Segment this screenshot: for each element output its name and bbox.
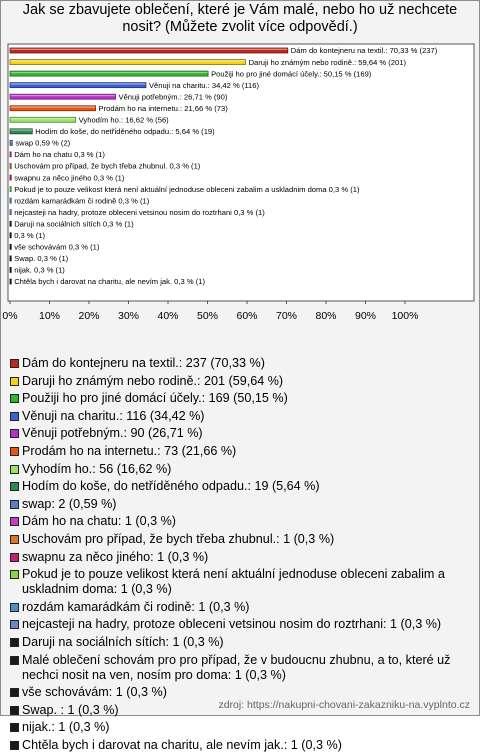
- bar-highlight: [11, 141, 12, 142]
- legend-label: Hodím do koše, do netříděného odpadu.: 19 (5,64 %): [22, 479, 320, 493]
- x-tick-label: 80%: [315, 310, 336, 322]
- legend-swatch: [10, 500, 19, 509]
- legend-swatch: [10, 553, 19, 562]
- bar-label: 0,3 % (1): [14, 231, 45, 240]
- legend-swatch: [10, 656, 19, 665]
- legend-label: Daruji na sociálních sítích: 1 (0,3 %): [22, 635, 224, 649]
- legend-item: [10, 738, 476, 753]
- bar-highlight: [11, 72, 208, 73]
- legend-label: Chtěla bych i darovat na charitu, ale nevím jak.: 1 (0,3 %): [22, 738, 342, 752]
- legend-item: [10, 600, 476, 615]
- legend-item: [10, 462, 476, 477]
- legend-label: Daruji ho známým nebo rodině.: 201 (59,64 %): [22, 374, 283, 388]
- legend-swatch: [10, 429, 19, 438]
- legend-swatch: [10, 570, 19, 579]
- ticks-layer: [2, 301, 418, 322]
- legend-label: rozdám kamarádkám či rodině: 1 (0,3 %): [22, 600, 249, 614]
- bar-label: Swap. 0,3 % (1): [14, 254, 68, 263]
- legend-item: [10, 532, 476, 547]
- bar-highlight: [11, 83, 146, 84]
- legend-item: [10, 514, 476, 529]
- bar-label: Věnuji na charitu.: 34,42 % (116): [149, 81, 260, 90]
- legend-swatch: [10, 706, 19, 715]
- x-tick-label: 100%: [392, 310, 419, 322]
- legend-item: [10, 567, 476, 597]
- x-tick-label: 30%: [118, 310, 139, 322]
- x-tick-label: 0%: [2, 310, 17, 322]
- legend-item: [10, 426, 476, 441]
- bar-label: Věnuji potřebným.: 26,71 % (90): [119, 92, 228, 101]
- legend-label: Vyhodím ho.: 56 (16,62 %): [22, 462, 171, 476]
- bar-label: Použiji ho pro jiné domácí účely.: 50,15 % (169): [211, 69, 372, 78]
- legend-swatch: [10, 688, 19, 697]
- bar-label: nijak. 0,3 % (1): [14, 266, 65, 275]
- legend-item: [10, 444, 476, 459]
- bar-label: swapnu za něco jiného 0,3 % (1): [14, 173, 125, 182]
- bar-label: Dám do kontejneru na textil.: 70,33 % (237): [291, 46, 438, 55]
- legend-label: Dám do kontejneru na textil.: 237 (70,33 %): [22, 356, 265, 370]
- legend-label: Pokud je to pouze velikost která není aktuální jednoduse obleceni zabalim a uskladnim doma: 1 (0,3 %): [22, 567, 445, 596]
- bar-highlight: [11, 60, 246, 61]
- legend-swatch: [10, 741, 19, 750]
- legend-label: Uschovám pro případ, že bych třeba zhubnul.: 1 (0,3 %): [22, 532, 334, 546]
- legend-item: [10, 720, 476, 735]
- bar-label: Vyhodím ho.: 16,62 % (56): [79, 116, 170, 125]
- bar-label: Uschovám pro případ, že bych třeba zhubnul. 0,3 % (1): [14, 162, 201, 171]
- bar-label: swap 0,59 % (2): [15, 139, 70, 148]
- x-tick-label: 50%: [197, 310, 218, 322]
- legend-label: swapnu za něco jiného: 1 (0,3 %): [22, 550, 208, 564]
- bar-label: Pokud je to pouze velikost která není aktuální jednoduse obleceni zabalim a uskladnim doma 0,3 % (1): [14, 185, 360, 194]
- legend-label: vše schovávám: 1 (0,3 %): [22, 685, 167, 699]
- legend-label: Malé oblečení schovám pro pro případ, že v budoucnu zhubnu, a to, které už nechci nosit na ven, nosím pro doma: 1 (0,3 %): [22, 653, 450, 682]
- legend-label: Použiji ho pro jiné domácí účely.: 169 (50,15 %): [22, 391, 288, 405]
- legend-swatch: [10, 465, 19, 474]
- legend-swatch: [10, 412, 19, 421]
- legend-label: Dám ho na chatu: 1 (0,3 %): [22, 514, 176, 528]
- legend-item: [10, 409, 476, 424]
- source-note: zdroj: https://nakupni-chovani-zakazniku-na.vyplnto.cz: [218, 699, 470, 711]
- legend-swatch: [10, 723, 19, 732]
- legend-item: [10, 356, 476, 371]
- bar-label: Dám ho na chatu 0,3 % (1): [14, 150, 105, 159]
- legend-swatch: [10, 535, 19, 544]
- legend: [10, 356, 476, 756]
- bar-label: Prodám ho na internetu.: 21,66 % (73): [99, 104, 229, 113]
- legend-swatch: [10, 638, 19, 647]
- legend-swatch: [10, 359, 19, 368]
- legend-swatch: [10, 517, 19, 526]
- legend-item: [10, 479, 476, 494]
- x-tick-label: 70%: [276, 310, 297, 322]
- legend-label: Věnuji na charitu.: 116 (34,42 %): [22, 409, 205, 423]
- bar-label: Hodím do koše, do netříděného odpadu.: 5,64 % (19): [35, 127, 215, 136]
- x-tick-label: 60%: [236, 310, 257, 322]
- bar-label: Chtěla bych i darovat na charitu, ale nevím jak. 0,3 % (1): [14, 277, 205, 286]
- legend-swatch: [10, 620, 19, 629]
- legend-swatch: [10, 394, 19, 403]
- bar-highlight: [11, 95, 116, 96]
- legend-swatch: [10, 482, 19, 491]
- legend-item: [10, 497, 476, 512]
- legend-label: nijak.: 1 (0,3 %): [22, 720, 110, 734]
- chart-title: Jak se zbavujete oblečení, které je Vám malé, nebo ho už nechcete nosit? (Můžete zvolit více odpovědí.): [6, 2, 474, 36]
- legend-item: [10, 391, 476, 406]
- legend-swatch: [10, 603, 19, 612]
- legend-item: [10, 617, 476, 632]
- legend-item: [10, 550, 476, 565]
- legend-item: [10, 374, 476, 389]
- legend-label: Prodám ho na internetu.: 73 (21,66 %): [22, 444, 236, 458]
- legend-label: Swap. : 1 (0,3 %): [22, 703, 119, 717]
- legend-item: [10, 635, 476, 650]
- bar-plot: [8, 44, 474, 354]
- x-tick-label: 90%: [355, 310, 376, 322]
- x-tick-label: 10%: [39, 310, 60, 322]
- bar-label: nejcasteji na hadry, protoze obleceni vetsinou nosim do roztrhani 0,3 % (1): [14, 208, 265, 217]
- bar-label: vše schovávám 0,3 % (1): [14, 243, 100, 252]
- x-tick-label: 40%: [157, 310, 178, 322]
- x-tick-label: 20%: [78, 310, 99, 322]
- legend-item: [10, 653, 476, 683]
- bar-highlight: [11, 118, 76, 119]
- bar-highlight: [11, 129, 32, 130]
- bar-label: rozdám kamarádkám či rodině 0,3 % (1): [14, 196, 150, 205]
- legend-swatch: [10, 377, 19, 386]
- legend-label: swap: 2 (0,59 %): [22, 497, 117, 511]
- bar-label: Daruji na sociálních sítích 0,3 % (1): [14, 219, 134, 228]
- legend-label: Věnuji potřebným.: 90 (26,71 %): [22, 426, 203, 440]
- legend-swatch: [10, 447, 19, 456]
- legend-label: nejcasteji na hadry, protoze obleceni vetsinou nosim do roztrhani: 1 (0,3 %): [22, 617, 441, 631]
- bar-label: Daruji ho známým nebo rodině.: 59,64 % (201): [249, 58, 407, 67]
- bar-highlight: [11, 49, 288, 50]
- bar-highlight: [11, 106, 96, 107]
